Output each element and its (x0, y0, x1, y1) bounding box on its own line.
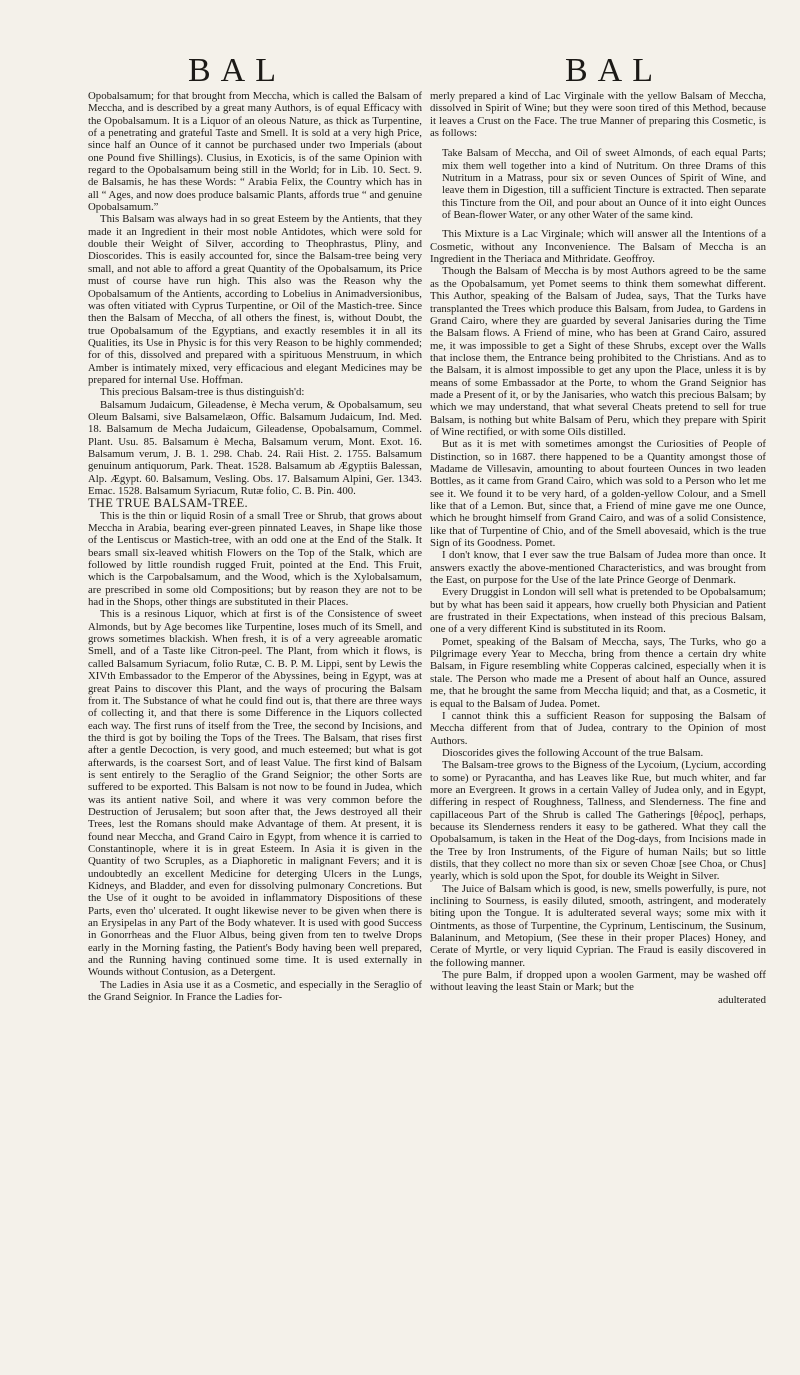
paragraph: I cannot think this a sufficient Reason for supposing the Balsam of Meccha different from that of Judea, contrary to the Opinion of most Authors. (430, 709, 766, 747)
paragraph: Opobalsamum; for that brought from Meccha, which is called the Balsam of Meccha, and is described by a great many Authors, is of equal Efficacy with the Opobalsamum. It is a Liquor of an oleous Nature, as thick as Turpentine, of a penetrating and grateful Taste and Smell. It is sold at a very high Price, since half an Ounce of it cannot be purchased under two Imperials (about one Pound five Shillings). Clusius, in Exoticis, is of the same Opinion with regard to the Opobalsamum being still in the World; for in Lib. 10. Sect. 9. de Balsamis, he has these Words: “ Arabia Felix, the Country which has in all “ Ages, and now does produce balsamic Plants, affords true “ and genuine Opobalsamum.” (88, 90, 422, 214)
paragraph: I don't know, that I ever saw the true Balsam of Judea more than once. It answers exactly the above-mentioned Characteristics, and was brought from the East, on purpose for the Use of the late Prince George of Denmark. (430, 549, 766, 587)
catchword: adulterated (718, 993, 766, 1006)
paragraph: Though the Balsam of Meccha is by most Authors agreed to be the same as the Opobalsamum, yet Pomet seems to think them somewhat different. This Author, speaking of the Balsam of Judea, says, That the Turks have transplanted the Trees which produce this Balsam, from Judea, to Gardens in Grand Cairo, where they are guarded by several Janisaries during the Time the Balsam flows. A Friend of mine, who has been at Grand Cairo, assured me, it was impossible to get a Sight of these Shrubs, except over the Walls that inclose them, the Entrance being prohibited to the Christians. And as to the Balsam, it is almost impossible to get any upon the Place, unless it is by means of some Embassador at the Porte, to whom the Grand Seignior has made a Present of it, or by the Janisaries, who watch this precious Balsam; by which we may understand, that what several Cheats pretend to sell for true Balsam, is nothing but white Balsam of Peru, which they prepare with Spirit of Wine rectified, or with some Oils distilled. (430, 265, 766, 438)
recipe-block: Take Balsam of Meccha, and Oil of sweet Almonds, of each equal Parts; mix them well together into a kind of Nutritum. On three Drams of this Nutritum in a Matrass, pour six or seven Ounces of Spirit of Wine, and leave them in Digestion, till a sufficient Tincture is extracted. Then separate this Tincture from the Oil, and pour about an Ounce of it into eight Ounces of Bean-flower Water, or any other Water of the same kind. (442, 148, 766, 222)
paragraph: Pomet, speaking of the Balsam of Meccha, says, The Turks, who go a Pilgrimage every Year to Meccha, bring from thence a certain dry white Balsam, in Figure resembling white Copperas calcined, especially when it is stale. The Person who made me a Present of about half an Ounce, assured me, that he brought the same from Meccha liquid; and that, as a Cosmetic, it is equal to the Balsam of Judea. Pomet. (430, 635, 766, 710)
paragraph: The Ladies in Asia use it as a Cosmetic, and especially in the Seraglio of the Grand Seignior. In France the Ladies for- (88, 978, 422, 1004)
paragraph: The pure Balm, if dropped upon a woolen Garment, may be washed off without leaving the least Stain or Mark; but the (430, 969, 766, 994)
left-column (88, 90, 422, 1372)
paragraph: This is the thin or liquid Rosin of a small Tree or Shrub, that grows about Meccha in Arabia, bearing ever-green pinnated Leaves, in Shape like those of the Lentiscus or Mastich-tree, with an odd one at the End of the Stalk. It bears small six-leaved whitish Flowers on the Top of the Stalk, which are followed by little roundish rugged Fruit, pointed at the End. This Fruit, which is the Carpobalsamum, and the Wood, which is the Xylobalsamum, are prescribed in some old Compositions; but by reason they are not to be had in the Shops, other things are substituted in their Places. (88, 509, 422, 609)
running-head-right: BAL (565, 52, 663, 89)
paragraph: The Juice of Balsam which is good, is new, smells powerfully, is pure, not inclining to Sourness, is easily diluted, smooth, astringent, and moderately biting upon the Tongue. It is adulterated several ways; some mix with it Ointments, as those of Turpentine, the Cyprinum, Lentiscinum, the Susinum, Balaninum, and Metopium, (See these in their proper Places) Honey, and Cerate of Myrtle, or very liquid Cyprian. The Fraud is easily discovered in the following manner. (430, 882, 766, 969)
section-heading: THE TRUE BALSAM-TREE. (88, 496, 248, 511)
paragraph: This Balsam was always had in so great Esteem by the Antients, that they made it an Ingredient in their most noble Antidotes, which were sold for double their Weight of Silver, according to Theophrastus, Pliny, and Dioscorides. This is easily accounted for, since the Balsam-tree being very small, and not able to afford a great Quantity of the Opobalsamum, its Price must of course have run high. This also was the Reason why the Opobalsamum of the Antients, according to Lobelius in Animadversionibus, was often vitiated with Cyprus Turpentine, or Oil of the Mastich-tree. Since then the Balsam of Meccha, of all others the finest, is, without Doubt, the true Opobalsamum of the Egyptians, and exactly resembles it in all its Qualities, its Use in Physic is for this very Reason to be highly commended; for of this, dissolved and prepared with a spirituous Menstruum, in which Amber is intimately mixed, very efficacious and elegant Medicines may be prepared for internal Use. Hoffman. (88, 213, 422, 386)
paragraph: This Mixture is a Lac Virginale; which will answer all the Intentions of a Cosmetic, without any Inconvenience. The Balsam of Meccha is an Ingredient in the Theriaca and Mithridate. Geoffroy. (430, 228, 766, 266)
paragraph: This is a resinous Liquor, which at first is of the Consistence of sweet Almonds, but by Age becomes like Turpentine, loses much of its Smell, and grows sometimes blackish. When fresh, it is of a very agreeable aromatic Smell, and of a Taste like Citron-peel. The Plant, from which it flows, is called Balsamum Syriacum, folio Rutæ, C. B. P. M. Lippi, sent by Lewis the XIVth Embassador to the Emperor of the Abyssines, being in Egypt, was at great Pains to discover this Plant, and the ways of procuring the Balsam from it. The Substance of what he could find out is, that there are three ways of collecting it, and that there is some Difference in the Liquors collected each way. The first runs of itself from the Tree, the second by Incisions, and the third is got by boiling the Tops of the Trees. The Balsam, that rises first after a gentle Decoction, is very good, and much esteemed; but what is got afterwards, is the coarsest Sort, and of least Value. The first kind of Balsam is sent entirely to the Seraglio of the Grand Seignior; the other Sorts are suffered to be exported. This Balsam is not now to be found in Judea, which was its antient native Soil, and where it was very common before the Destruction of Jerusalem; but soon after that, the Jews destroyed all their Trees, lest the Romans should make Advantage of them. At present, it is found near Meccha, and Grand Cairo in Egypt, from whence it is carried to Constantinople, where it is in great Esteem. In Asia it is given in the Quantity of two Scruples, as a Diaphoretic in malignant Fevers; and it is undoubtedly an excellent Medicine for deterging Ulcers in the Lungs, Kidneys, and Bladder, and even for dissolving pulmonary Concretions. But the Use of it ought to be avoided in inflammatory Dispositions of these Parts, even tho' ulcerated. It ought likewise never to be given when there is an Erysipelas in any Part of the Body whatever. It is used with good Success in Gonorrheas and the Fluor Albus, being given from ten to twelve Drops early in the Morning fasting, the Patient's Body having been well prepared, and the Running having continued some time. It is used externally in Wounds without Contusion, as a Detergent. (88, 608, 422, 979)
paragraph: This precious Balsam-tree is thus distinguish'd: (100, 386, 305, 399)
paragraph: merly prepared a kind of Lac Virginale with the yellow Balsam of Meccha, dissolved in Spirit of Wine; but they were soon tired of this Method, because it leaves a Crust on the Face. The true Manner of preparing this Cosmetic, is as follows: (430, 90, 766, 140)
paragraph: But as it is met with sometimes amongst the Curiosities of People of Distinction, so in 1687. there happened to be a Quantity amongst those of Madame de Villesavin, amounting to about fourteen Ounces in two leaden Bottles, as it came from Grand Cairo, which was sold to a Person who let me see it. We found it to be very hard, of a golden-yellow Colour, and a Smell like that of a Lemon. But, since that, a Friend of mine gave me one Ounce, which he brought himself from Grand Cairo, and was of a solid Consistence, like that of Turpentine of Chio, and of the Smell abovesaid, which is the true Sign of its Goodness. Pomet. (430, 438, 766, 550)
right-column (430, 90, 766, 1372)
paragraph: Every Druggist in London will sell what is pretended to be Opobalsamum; but by what has been said it appears, how cruelly both Physician and Patient are frustrated in their Expectations, when instead of this precious Balsam, one of a very different Kind is substituted in its Room. (430, 586, 766, 636)
paragraph: The Balsam-tree grows to the Bigness of the Lycoium, (Lycium, according to some) or Pyracantha, and has Leaves like Rue, but much whiter, and far more an Evergreen. It grows in a certain Valley of Judea only, and in Egypt, differing in respect of Roughness, Tallness, and Slenderness. The fine and capillaceous Part of the Shrub is called The Gatherings [θέρος], perhaps, because its Slenderness renders it easy to be gathered. What they call the Opobalsamum, is taken in the Heat of the Dog-days, from Incisions made in the Tree by Iron Instruments, of the Figure of human Nails; but so little distils, that they collect no more than six or seven Choæ [see Choa, or Chus] yearly, which is sold upon the Spot, for double its Weight in Silver. (430, 759, 766, 883)
synonyms-paragraph: Balsamum Judaicum, Gileadense, è Mecha verum, & Opobalsamum, seu Oleum Balsami, sive Balsamelæon, Offic. Balsamum Judaicum, Ind. Med. 18. Balsamum de Mecha Judaicum, Gileadense, Opobalsamum, Commel. Plant. Usu. 85. Balsamum è Mecha, Balsamum verum, Mont. Exot. 16. Balsamum verum, J. B. 1. 298. Chab. 24. Raii Hist. 2. 1755. Balsamum genuinum antiquorum, Park. Theat. 1528. Balsamum ab Ægyptiis Balessan, Alp. Ægypt. 60. Balsamum, Vesling. Obs. 17. Balsamum Alpini, Ger. 1343. Emac. 1528. Balsamum Syriacum, Rutæ folio, C. B. Pin. 400. (88, 398, 422, 497)
running-head-left: BAL (188, 52, 286, 89)
paragraph: Dioscorides gives the following Account of the true Balsam. (442, 746, 704, 759)
